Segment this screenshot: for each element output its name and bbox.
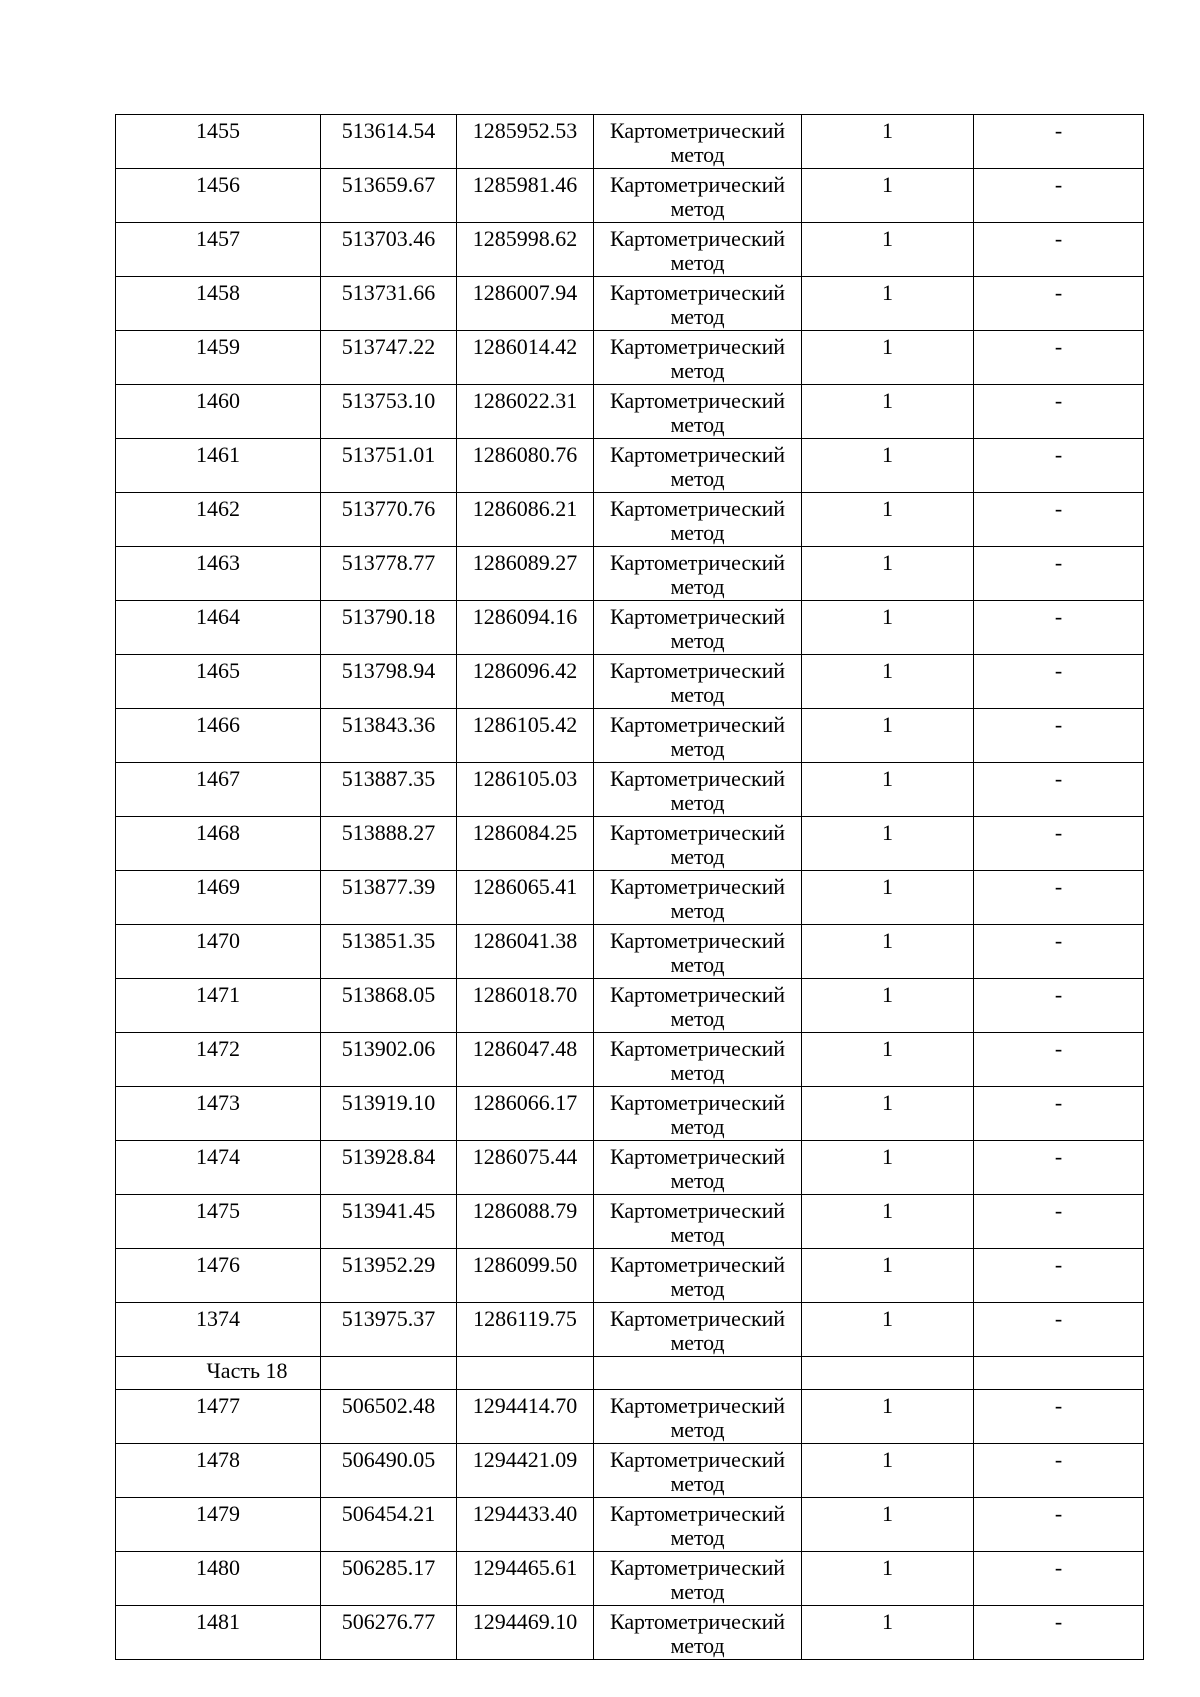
x-coordinate-cell: 513747.22 — [321, 331, 457, 385]
method-cell: Картометрический метод — [594, 115, 802, 169]
accuracy-cell: 1 — [802, 331, 974, 385]
table-row — [116, 115, 1144, 169]
y-coordinate-cell: 1286065.41 — [457, 871, 594, 925]
y-coordinate-cell: 1286075.44 — [457, 1141, 594, 1195]
y-coordinate-cell: 1286018.70 — [457, 979, 594, 1033]
accuracy-cell: 1 — [802, 1195, 974, 1249]
y-coordinate-cell: 1286089.27 — [457, 547, 594, 601]
method-cell: Картометрический метод — [594, 1498, 802, 1552]
accuracy-cell: 1 — [802, 925, 974, 979]
point-number-cell: 1458 — [116, 277, 321, 331]
empty-cell — [594, 1357, 802, 1390]
accuracy-cell: 1 — [802, 1033, 974, 1087]
note-cell: - — [974, 1552, 1144, 1606]
note-cell: - — [974, 277, 1144, 331]
y-coordinate-cell: 1286080.76 — [457, 439, 594, 493]
note-cell: - — [974, 1303, 1144, 1357]
table-row — [116, 979, 1144, 1033]
method-cell: Картометрический метод — [594, 871, 802, 925]
y-coordinate-cell: 1286047.48 — [457, 1033, 594, 1087]
x-coordinate-cell: 513868.05 — [321, 979, 457, 1033]
method-cell: Картометрический метод — [594, 817, 802, 871]
note-cell: - — [974, 223, 1144, 277]
method-cell: Картометрический метод — [594, 655, 802, 709]
point-number-cell: 1473 — [116, 1087, 321, 1141]
x-coordinate-cell: 513877.39 — [321, 871, 457, 925]
method-cell: Картометрический метод — [594, 439, 802, 493]
point-number-cell: 1374 — [116, 1303, 321, 1357]
x-coordinate-cell: 506454.21 — [321, 1498, 457, 1552]
method-cell: Картометрический метод — [594, 169, 802, 223]
y-coordinate-cell: 1286007.94 — [457, 277, 594, 331]
method-cell: Картометрический метод — [594, 1606, 802, 1660]
table-row — [116, 1141, 1144, 1195]
table-row — [116, 223, 1144, 277]
point-number-cell: 1471 — [116, 979, 321, 1033]
method-cell: Картометрический метод — [594, 1303, 802, 1357]
note-cell: - — [974, 871, 1144, 925]
note-cell: - — [974, 925, 1144, 979]
accuracy-cell: 1 — [802, 763, 974, 817]
y-coordinate-cell: 1294414.70 — [457, 1390, 594, 1444]
accuracy-cell: 1 — [802, 169, 974, 223]
point-number-cell: 1463 — [116, 547, 321, 601]
accuracy-cell: 1 — [802, 601, 974, 655]
y-coordinate-cell: 1286119.75 — [457, 1303, 594, 1357]
accuracy-cell: 1 — [802, 1390, 974, 1444]
y-coordinate-cell: 1285981.46 — [457, 169, 594, 223]
accuracy-cell: 1 — [802, 1249, 974, 1303]
x-coordinate-cell: 513952.29 — [321, 1249, 457, 1303]
method-cell: Картометрический метод — [594, 1087, 802, 1141]
accuracy-cell: 1 — [802, 1498, 974, 1552]
accuracy-cell: 1 — [802, 817, 974, 871]
y-coordinate-cell: 1286066.17 — [457, 1087, 594, 1141]
point-number-cell: 1478 — [116, 1444, 321, 1498]
y-coordinate-cell: 1285998.62 — [457, 223, 594, 277]
note-cell: - — [974, 1390, 1144, 1444]
y-coordinate-cell: 1294421.09 — [457, 1444, 594, 1498]
y-coordinate-cell: 1286099.50 — [457, 1249, 594, 1303]
accuracy-cell: 1 — [802, 223, 974, 277]
x-coordinate-cell: 513843.36 — [321, 709, 457, 763]
table-row — [116, 925, 1144, 979]
note-cell: - — [974, 601, 1144, 655]
method-cell: Картометрический метод — [594, 223, 802, 277]
y-coordinate-cell: 1286022.31 — [457, 385, 594, 439]
note-cell: - — [974, 1195, 1144, 1249]
x-coordinate-cell: 506285.17 — [321, 1552, 457, 1606]
x-coordinate-cell: 513703.46 — [321, 223, 457, 277]
method-cell: Картометрический метод — [594, 979, 802, 1033]
x-coordinate-cell: 513888.27 — [321, 817, 457, 871]
y-coordinate-cell: 1286105.42 — [457, 709, 594, 763]
table-row — [116, 547, 1144, 601]
x-coordinate-cell: 513790.18 — [321, 601, 457, 655]
method-cell: Картометрический метод — [594, 1141, 802, 1195]
point-number-cell: 1457 — [116, 223, 321, 277]
table-row — [116, 1087, 1144, 1141]
point-number-cell: 1460 — [116, 385, 321, 439]
x-coordinate-cell: 513941.45 — [321, 1195, 457, 1249]
point-number-cell: 1472 — [116, 1033, 321, 1087]
accuracy-cell: 1 — [802, 277, 974, 331]
x-coordinate-cell: 513919.10 — [321, 1087, 457, 1141]
accuracy-cell: 1 — [802, 1303, 974, 1357]
section-header-row — [116, 1357, 1144, 1390]
accuracy-cell: 1 — [802, 1141, 974, 1195]
empty-cell — [974, 1357, 1144, 1390]
accuracy-cell: 1 — [802, 1552, 974, 1606]
accuracy-cell: 1 — [802, 709, 974, 763]
point-number-cell: 1481 — [116, 1606, 321, 1660]
point-number-cell: 1470 — [116, 925, 321, 979]
table-row — [116, 1390, 1144, 1444]
y-coordinate-cell: 1286096.42 — [457, 655, 594, 709]
method-cell: Картометрический метод — [594, 277, 802, 331]
x-coordinate-cell: 513659.67 — [321, 169, 457, 223]
note-cell: - — [974, 547, 1144, 601]
point-number-cell: 1480 — [116, 1552, 321, 1606]
y-coordinate-cell: 1286086.21 — [457, 493, 594, 547]
note-cell: - — [974, 1444, 1144, 1498]
empty-cell — [802, 1357, 974, 1390]
x-coordinate-cell: 513770.76 — [321, 493, 457, 547]
accuracy-cell: 1 — [802, 439, 974, 493]
table-row — [116, 1498, 1144, 1552]
table-row — [116, 1033, 1144, 1087]
note-cell: - — [974, 1606, 1144, 1660]
y-coordinate-cell: 1286105.03 — [457, 763, 594, 817]
y-coordinate-cell: 1286094.16 — [457, 601, 594, 655]
method-cell: Картометрический метод — [594, 1033, 802, 1087]
x-coordinate-cell: 513731.66 — [321, 277, 457, 331]
method-cell: Картометрический метод — [594, 925, 802, 979]
x-coordinate-cell: 513975.37 — [321, 1303, 457, 1357]
point-number-cell: 1476 — [116, 1249, 321, 1303]
accuracy-cell: 1 — [802, 493, 974, 547]
method-cell: Картометрический метод — [594, 385, 802, 439]
table-row — [116, 763, 1144, 817]
x-coordinate-cell: 513753.10 — [321, 385, 457, 439]
table-row — [116, 493, 1144, 547]
table-row — [116, 1552, 1144, 1606]
method-cell: Картометрический метод — [594, 1390, 802, 1444]
table-row — [116, 1606, 1144, 1660]
point-number-cell: 1479 — [116, 1498, 321, 1552]
point-number-cell: 1455 — [116, 115, 321, 169]
point-number-cell: 1461 — [116, 439, 321, 493]
table-row — [116, 169, 1144, 223]
accuracy-cell: 1 — [802, 547, 974, 601]
method-cell: Картометрический метод — [594, 601, 802, 655]
table-row — [116, 439, 1144, 493]
accuracy-cell: 1 — [802, 1444, 974, 1498]
table-row — [116, 385, 1144, 439]
point-number-cell: 1469 — [116, 871, 321, 925]
method-cell: Картометрический метод — [594, 547, 802, 601]
y-coordinate-cell: 1286041.38 — [457, 925, 594, 979]
accuracy-cell: 1 — [802, 979, 974, 1033]
method-cell: Картометрический метод — [594, 763, 802, 817]
point-number-cell: 1468 — [116, 817, 321, 871]
coordinates-table — [115, 114, 1144, 1660]
note-cell: - — [974, 1033, 1144, 1087]
table-row — [116, 1195, 1144, 1249]
note-cell: - — [974, 493, 1144, 547]
empty-cell — [321, 1357, 457, 1390]
table-row — [116, 709, 1144, 763]
accuracy-cell: 1 — [802, 385, 974, 439]
section-label: Часть 18 — [116, 1357, 321, 1390]
empty-cell — [457, 1357, 594, 1390]
x-coordinate-cell: 513887.35 — [321, 763, 457, 817]
accuracy-cell: 1 — [802, 1087, 974, 1141]
point-number-cell: 1474 — [116, 1141, 321, 1195]
point-number-cell: 1466 — [116, 709, 321, 763]
y-coordinate-cell: 1286088.79 — [457, 1195, 594, 1249]
note-cell: - — [974, 979, 1144, 1033]
note-cell: - — [974, 439, 1144, 493]
note-cell: - — [974, 1141, 1144, 1195]
x-coordinate-cell: 506502.48 — [321, 1390, 457, 1444]
x-coordinate-cell: 513751.01 — [321, 439, 457, 493]
point-number-cell: 1464 — [116, 601, 321, 655]
point-number-cell: 1462 — [116, 493, 321, 547]
method-cell: Картометрический метод — [594, 493, 802, 547]
point-number-cell: 1465 — [116, 655, 321, 709]
note-cell: - — [974, 115, 1144, 169]
x-coordinate-cell: 513928.84 — [321, 1141, 457, 1195]
note-cell: - — [974, 655, 1144, 709]
note-cell: - — [974, 817, 1144, 871]
method-cell: Картометрический метод — [594, 709, 802, 763]
note-cell: - — [974, 169, 1144, 223]
note-cell: - — [974, 763, 1144, 817]
y-coordinate-cell: 1286014.42 — [457, 331, 594, 385]
y-coordinate-cell: 1294465.61 — [457, 1552, 594, 1606]
point-number-cell: 1456 — [116, 169, 321, 223]
y-coordinate-cell: 1286084.25 — [457, 817, 594, 871]
accuracy-cell: 1 — [802, 1606, 974, 1660]
table-row — [116, 601, 1144, 655]
x-coordinate-cell: 513851.35 — [321, 925, 457, 979]
x-coordinate-cell: 513798.94 — [321, 655, 457, 709]
coordinates-table-body — [116, 115, 1144, 1660]
x-coordinate-cell: 506490.05 — [321, 1444, 457, 1498]
point-number-cell: 1475 — [116, 1195, 321, 1249]
accuracy-cell: 1 — [802, 655, 974, 709]
note-cell: - — [974, 1087, 1144, 1141]
accuracy-cell: 1 — [802, 115, 974, 169]
note-cell: - — [974, 385, 1144, 439]
table-row — [116, 871, 1144, 925]
note-cell: - — [974, 709, 1144, 763]
point-number-cell: 1459 — [116, 331, 321, 385]
table-row — [116, 655, 1144, 709]
x-coordinate-cell: 513614.54 — [321, 115, 457, 169]
method-cell: Картометрический метод — [594, 331, 802, 385]
note-cell: - — [974, 1498, 1144, 1552]
x-coordinate-cell: 506276.77 — [321, 1606, 457, 1660]
table-row — [116, 817, 1144, 871]
method-cell: Картометрический метод — [594, 1195, 802, 1249]
table-row — [116, 331, 1144, 385]
y-coordinate-cell: 1285952.53 — [457, 115, 594, 169]
table-row — [116, 1249, 1144, 1303]
table-row — [116, 277, 1144, 331]
point-number-cell: 1477 — [116, 1390, 321, 1444]
accuracy-cell: 1 — [802, 871, 974, 925]
x-coordinate-cell: 513902.06 — [321, 1033, 457, 1087]
method-cell: Картометрический метод — [594, 1249, 802, 1303]
method-cell: Картометрический метод — [594, 1552, 802, 1606]
table-row — [116, 1444, 1144, 1498]
point-number-cell: 1467 — [116, 763, 321, 817]
x-coordinate-cell: 513778.77 — [321, 547, 457, 601]
method-cell: Картометрический метод — [594, 1444, 802, 1498]
table-row — [116, 1303, 1144, 1357]
note-cell: - — [974, 331, 1144, 385]
y-coordinate-cell: 1294433.40 — [457, 1498, 594, 1552]
y-coordinate-cell: 1294469.10 — [457, 1606, 594, 1660]
note-cell: - — [974, 1249, 1144, 1303]
